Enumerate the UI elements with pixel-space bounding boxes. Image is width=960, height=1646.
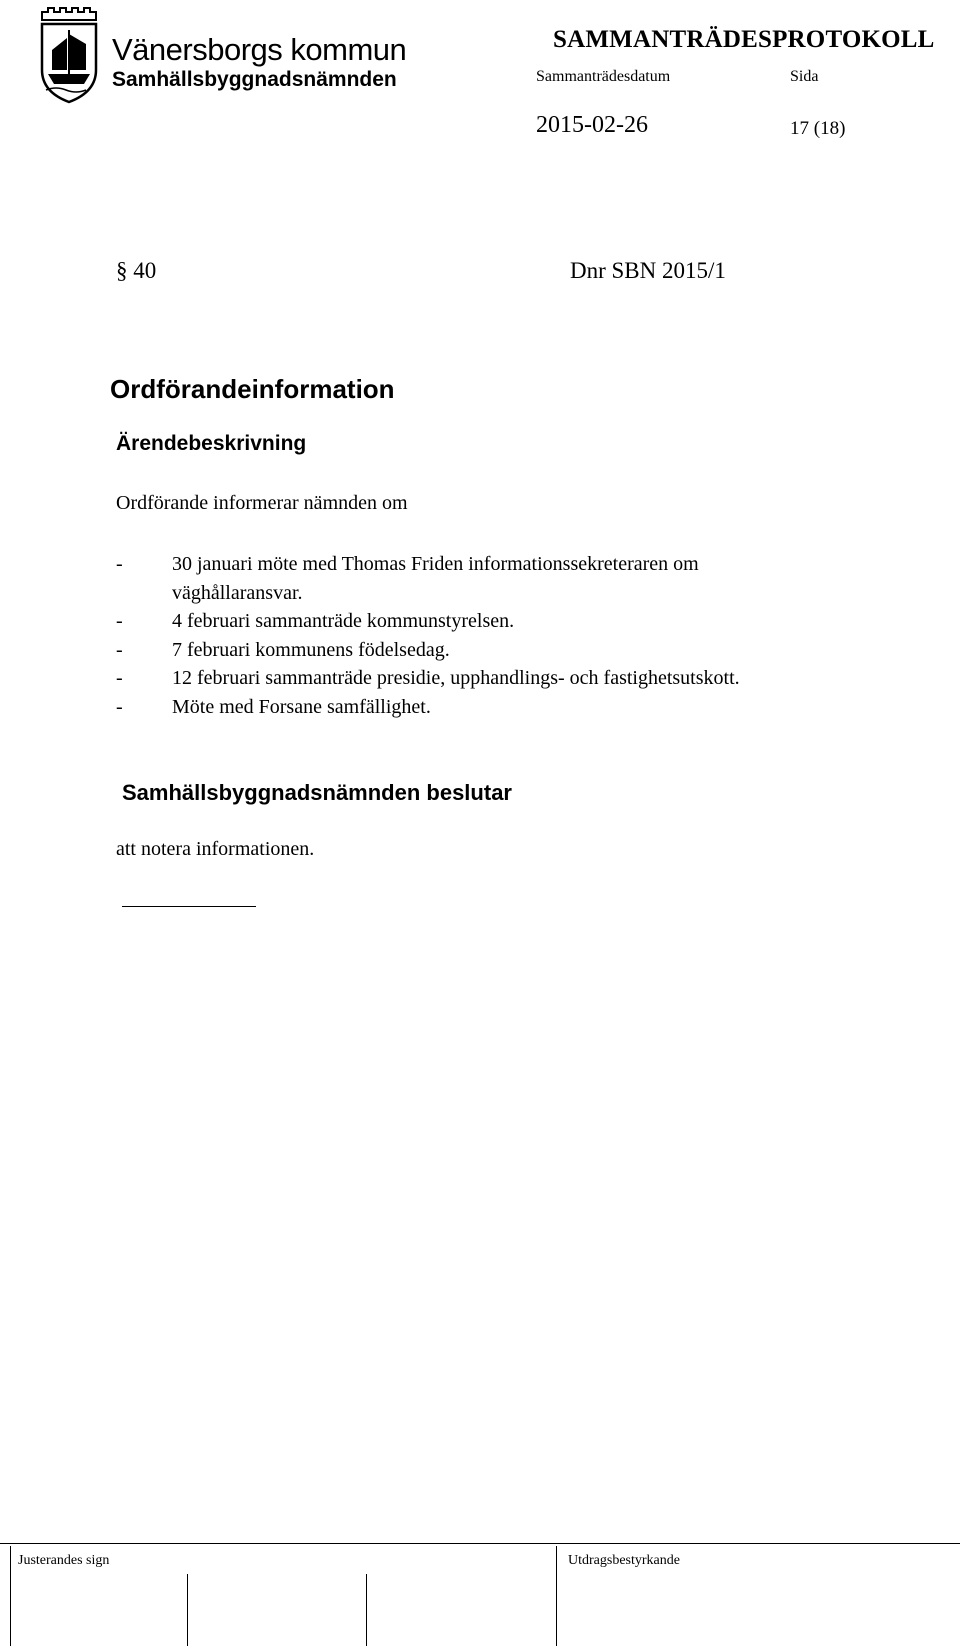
list-item	[116, 636, 740, 665]
signature-box-divider	[556, 1546, 557, 1646]
list-item-text: 4 februari sammanträde kommunstyrelsen.	[172, 610, 515, 632]
municipal-crest-ship-icon	[38, 4, 100, 104]
meeting-date-label: Sammanträdesdatum	[536, 68, 671, 85]
intro-text: Ordförande informerar nämnden om	[116, 492, 408, 514]
list-item	[116, 579, 740, 608]
footer-extract-label: Utdragsbestyrkande	[568, 1553, 680, 1568]
information-list	[116, 550, 740, 721]
signature-box-divider	[187, 1574, 188, 1646]
decision-text: att notera informationen.	[116, 838, 315, 860]
description-heading: Ärendebeskrivning	[116, 432, 307, 455]
list-item-text: 12 februari sammanträde presidie, upphandlings- och fastighetsutskott.	[172, 667, 740, 689]
list-item	[116, 664, 740, 693]
list-dash: -	[116, 695, 123, 718]
list-item-text: 7 februari kommunens födelsedag.	[172, 638, 450, 661]
list-dash: -	[116, 610, 123, 632]
diary-number: Dnr SBN 2015/1	[570, 258, 726, 283]
signature-box-divider	[366, 1574, 367, 1646]
protocol-title: SAMMANTRÄDESPROTOKOLL	[553, 26, 935, 53]
organization-name: Vänersborgs kommun	[112, 32, 407, 67]
list-item	[116, 607, 740, 636]
footer-sign-label: Justerandes sign	[18, 1553, 110, 1568]
list-item	[116, 550, 740, 579]
list-dash: -	[116, 638, 123, 661]
signature-box-divider	[10, 1546, 11, 1646]
footer-rule	[0, 1543, 960, 1544]
meeting-date: 2015-02-26	[536, 112, 648, 138]
decision-heading: Samhällsbyggnadsnämnden beslutar	[122, 780, 512, 805]
item-title: Ordförandeinformation	[110, 374, 395, 404]
list-item-text: 30 januari möte med Thomas Friden informationssekreteraren om	[172, 553, 699, 575]
section-end-rule	[122, 906, 256, 907]
list-item-text: Möte med Forsane samfällighet.	[172, 695, 431, 718]
list-item-text: väghållaransvar.	[172, 581, 303, 604]
page-label: Sida	[790, 68, 819, 85]
paragraph-number: § 40	[116, 258, 157, 283]
page-number: 17 (18)	[790, 118, 846, 139]
list-dash: -	[116, 667, 123, 689]
committee-name: Samhällsbyggnadsnämnden	[112, 68, 397, 91]
list-dash: -	[116, 553, 123, 575]
list-item	[116, 693, 740, 722]
